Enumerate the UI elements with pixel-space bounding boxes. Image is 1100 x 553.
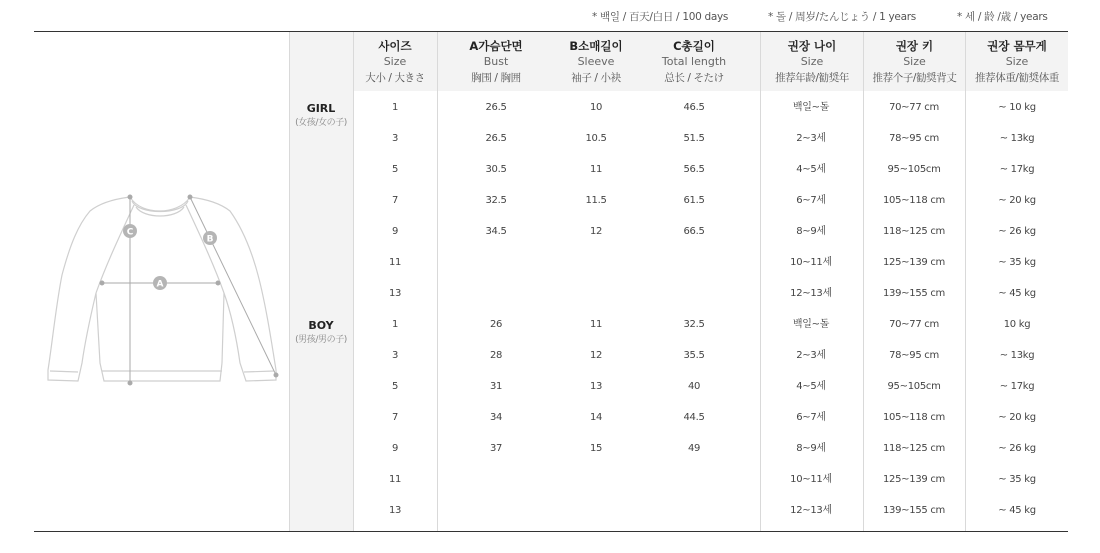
cell-recommended-height: 105~118 cm bbox=[883, 412, 945, 423]
legend-1-year: * 돌 / 周岁/たんじょう / 1 years bbox=[768, 11, 916, 23]
header-en: Bust bbox=[483, 55, 509, 68]
header-en: Sleeve bbox=[577, 55, 615, 68]
cell-total-length bbox=[644, 504, 744, 518]
cell-recommended-age: 6~7세 bbox=[796, 195, 826, 206]
cell-bust: 31 bbox=[489, 381, 503, 392]
size-legend bbox=[560, 9, 1070, 25]
cell-recommended-height: 78~95 cm bbox=[889, 133, 939, 144]
group-name: GIRL bbox=[306, 102, 336, 115]
column-divider bbox=[437, 32, 438, 531]
cell-total-length bbox=[644, 256, 744, 270]
header-sleeve bbox=[550, 38, 642, 86]
cell-total-length bbox=[644, 473, 744, 487]
cell-size: 3 bbox=[391, 133, 399, 144]
cell-total-length: 40 bbox=[687, 381, 701, 392]
cell-bust: 26 bbox=[489, 319, 503, 330]
cell-sleeve: 15 bbox=[589, 443, 603, 454]
cell-recommended-height: 70~77 cm bbox=[889, 319, 939, 330]
cell-recommended-age: 백일~돌 bbox=[792, 102, 830, 113]
cell-size: 5 bbox=[391, 381, 399, 392]
cell-recommended-height: 125~139 cm bbox=[883, 257, 945, 268]
cell-bust: 26.5 bbox=[485, 133, 507, 144]
cell-bust: 32.5 bbox=[485, 195, 507, 206]
cell-total-length: 49 bbox=[687, 443, 701, 454]
header-en: Size bbox=[1005, 55, 1029, 68]
header-cjk: 总长 / そたけ bbox=[664, 72, 724, 84]
column-divider bbox=[353, 32, 354, 531]
cell-recommended-weight: 10 kg bbox=[1003, 319, 1031, 330]
cell-total-length: 61.5 bbox=[683, 195, 705, 206]
cell-recommended-age: 8~9세 bbox=[796, 443, 826, 454]
cell-bust bbox=[451, 256, 541, 270]
cell-recommended-weight: ~ 26 kg bbox=[998, 443, 1036, 454]
header-recommended-age bbox=[762, 38, 862, 86]
cell-recommended-age: 2~3세 bbox=[796, 133, 826, 144]
cell-total-length: 35.5 bbox=[683, 350, 705, 361]
cell-recommended-age: 8~9세 bbox=[796, 226, 826, 237]
header-en: Size bbox=[383, 55, 407, 68]
cell-recommended-height: 105~118 cm bbox=[883, 195, 945, 206]
cell-recommended-weight: ~ 20 kg bbox=[998, 412, 1036, 423]
legend-years: * 세 / 龄 /歳 / years bbox=[957, 11, 1048, 23]
cell-bust: 30.5 bbox=[485, 164, 507, 175]
svg-text:B: B bbox=[206, 234, 214, 245]
group-girl bbox=[289, 102, 353, 130]
cell-recommended-age: 10~11세 bbox=[790, 474, 832, 485]
cell-recommended-height: 125~139 cm bbox=[883, 474, 945, 485]
header-en: Size bbox=[903, 55, 926, 68]
cell-recommended-weight: ~ 17kg bbox=[999, 381, 1035, 392]
cell-recommended-height: 118~125 cm bbox=[883, 443, 945, 454]
cell-sleeve bbox=[551, 287, 641, 301]
header-ko: 권장 키 bbox=[895, 39, 934, 53]
cell-sleeve: 12 bbox=[589, 350, 603, 361]
cell-recommended-height: 118~125 cm bbox=[883, 226, 945, 237]
cell-size: 13 bbox=[388, 505, 402, 516]
cell-size: 1 bbox=[391, 102, 399, 113]
cell-bust: 37 bbox=[489, 443, 503, 454]
header-recommended-height bbox=[864, 38, 965, 86]
table-bottom-rule bbox=[34, 531, 1068, 532]
garment-measurement-diagram bbox=[40, 185, 290, 395]
cell-recommended-weight: ~ 10 kg bbox=[998, 102, 1036, 113]
header-cjk: 推荐体重/勧奨体重 bbox=[975, 72, 1059, 84]
group-subtitle: (男孩/男の子) bbox=[295, 335, 347, 345]
cell-recommended-weight: ~ 13kg bbox=[999, 133, 1035, 144]
cell-total-length: 32.5 bbox=[683, 319, 705, 330]
header-ko: 권장 몸무게 bbox=[987, 39, 1047, 53]
header-recommended-weight bbox=[966, 38, 1068, 86]
cell-recommended-age: 4~5세 bbox=[796, 164, 826, 175]
cell-recommended-weight: ~ 17kg bbox=[999, 164, 1035, 175]
svg-text:A: A bbox=[156, 279, 164, 290]
cell-recommended-height: 95~105cm bbox=[887, 164, 941, 175]
cell-recommended-weight: ~ 35 kg bbox=[998, 474, 1036, 485]
cell-recommended-age: 10~11세 bbox=[790, 257, 832, 268]
header-size bbox=[353, 38, 437, 86]
cell-recommended-weight: ~ 45 kg bbox=[998, 288, 1036, 299]
cell-sleeve bbox=[551, 473, 641, 487]
cell-size: 7 bbox=[391, 195, 399, 206]
cell-sleeve bbox=[551, 504, 641, 518]
cell-recommended-age: 백일~돌 bbox=[792, 319, 830, 330]
cell-size: 11 bbox=[388, 257, 402, 268]
cell-bust bbox=[451, 473, 541, 487]
diagram-label-b bbox=[203, 231, 217, 245]
header-ko: A가슴단면 bbox=[469, 39, 523, 53]
cell-size: 5 bbox=[391, 164, 399, 175]
cell-recommended-height: 139~155 cm bbox=[883, 505, 945, 516]
cell-recommended-age: 2~3세 bbox=[796, 350, 826, 361]
cell-sleeve: 13 bbox=[589, 381, 603, 392]
diagram-label-a bbox=[153, 276, 167, 290]
header-cjk: 推荐个子/勧奨背丈 bbox=[872, 72, 957, 84]
cell-sleeve: 14 bbox=[589, 412, 603, 423]
cell-size: 1 bbox=[391, 319, 399, 330]
cell-size: 3 bbox=[391, 350, 399, 361]
cell-bust bbox=[451, 504, 541, 518]
cell-recommended-height: 95~105cm bbox=[887, 381, 941, 392]
header-ko: B소매길이 bbox=[569, 39, 623, 53]
header-ko: 권장 나이 bbox=[787, 39, 837, 53]
cell-size: 9 bbox=[391, 226, 399, 237]
cell-recommended-height: 78~95 cm bbox=[889, 350, 939, 361]
cell-total-length: 51.5 bbox=[683, 133, 705, 144]
cell-size: 7 bbox=[391, 412, 399, 423]
header-cjk: 推荐年龄/勧奨年 bbox=[775, 72, 849, 84]
cell-total-length: 56.5 bbox=[683, 164, 705, 175]
group-boy bbox=[289, 319, 353, 347]
cell-recommended-age: 4~5세 bbox=[796, 381, 826, 392]
cell-recommended-height: 139~155 cm bbox=[883, 288, 945, 299]
cell-total-length: 44.5 bbox=[683, 412, 705, 423]
cell-bust: 26.5 bbox=[485, 102, 507, 113]
cell-recommended-weight: ~ 35 kg bbox=[998, 257, 1036, 268]
cell-bust: 34 bbox=[489, 412, 503, 423]
cell-sleeve: 11.5 bbox=[585, 195, 607, 206]
header-cjk: 袖子 / 小袂 bbox=[571, 72, 621, 84]
header-en: Size bbox=[800, 55, 824, 68]
header-ko: C총길이 bbox=[673, 39, 715, 53]
cell-total-length: 66.5 bbox=[683, 226, 705, 237]
header-cjk: 大小 / 大きさ bbox=[365, 72, 425, 84]
header-cjk: 胸围 / 胸囲 bbox=[471, 72, 521, 84]
header-en: Total length bbox=[661, 55, 727, 68]
group-name: BOY bbox=[308, 319, 334, 332]
cell-recommended-weight: ~ 20 kg bbox=[998, 195, 1036, 206]
legend-100-days: * 백일 / 百天/白日 / 100 days bbox=[592, 11, 729, 23]
cell-sleeve: 10.5 bbox=[585, 133, 607, 144]
cell-size: 9 bbox=[391, 443, 399, 454]
cell-sleeve bbox=[551, 256, 641, 270]
cell-sleeve: 11 bbox=[589, 164, 603, 175]
cell-recommended-weight: ~ 45 kg bbox=[998, 505, 1036, 516]
cell-recommended-age: 6~7세 bbox=[796, 412, 826, 423]
cell-recommended-age: 12~13세 bbox=[790, 505, 832, 516]
cell-size: 11 bbox=[388, 474, 402, 485]
diagram-label-c bbox=[123, 224, 137, 238]
cell-recommended-age: 12~13세 bbox=[790, 288, 832, 299]
cell-total-length: 46.5 bbox=[683, 102, 705, 113]
cell-recommended-height: 70~77 cm bbox=[889, 102, 939, 113]
header-bust bbox=[450, 38, 542, 86]
cell-sleeve: 10 bbox=[589, 102, 603, 113]
cell-recommended-weight: ~ 26 kg bbox=[998, 226, 1036, 237]
measurement-lines bbox=[100, 195, 278, 385]
cell-sleeve: 12 bbox=[589, 226, 603, 237]
column-divider bbox=[965, 32, 966, 531]
cell-sleeve: 11 bbox=[589, 319, 603, 330]
header-total-length bbox=[644, 38, 744, 86]
cell-bust: 34.5 bbox=[485, 226, 507, 237]
cell-recommended-weight: ~ 13kg bbox=[999, 350, 1035, 361]
header-ko: 사이즈 bbox=[378, 39, 412, 53]
cell-size: 13 bbox=[388, 288, 402, 299]
group-subtitle: (女孩/女の子) bbox=[295, 118, 347, 128]
cell-bust: 28 bbox=[489, 350, 503, 361]
cell-total-length bbox=[644, 287, 744, 301]
svg-text:C: C bbox=[126, 227, 134, 238]
cell-bust bbox=[451, 287, 541, 301]
